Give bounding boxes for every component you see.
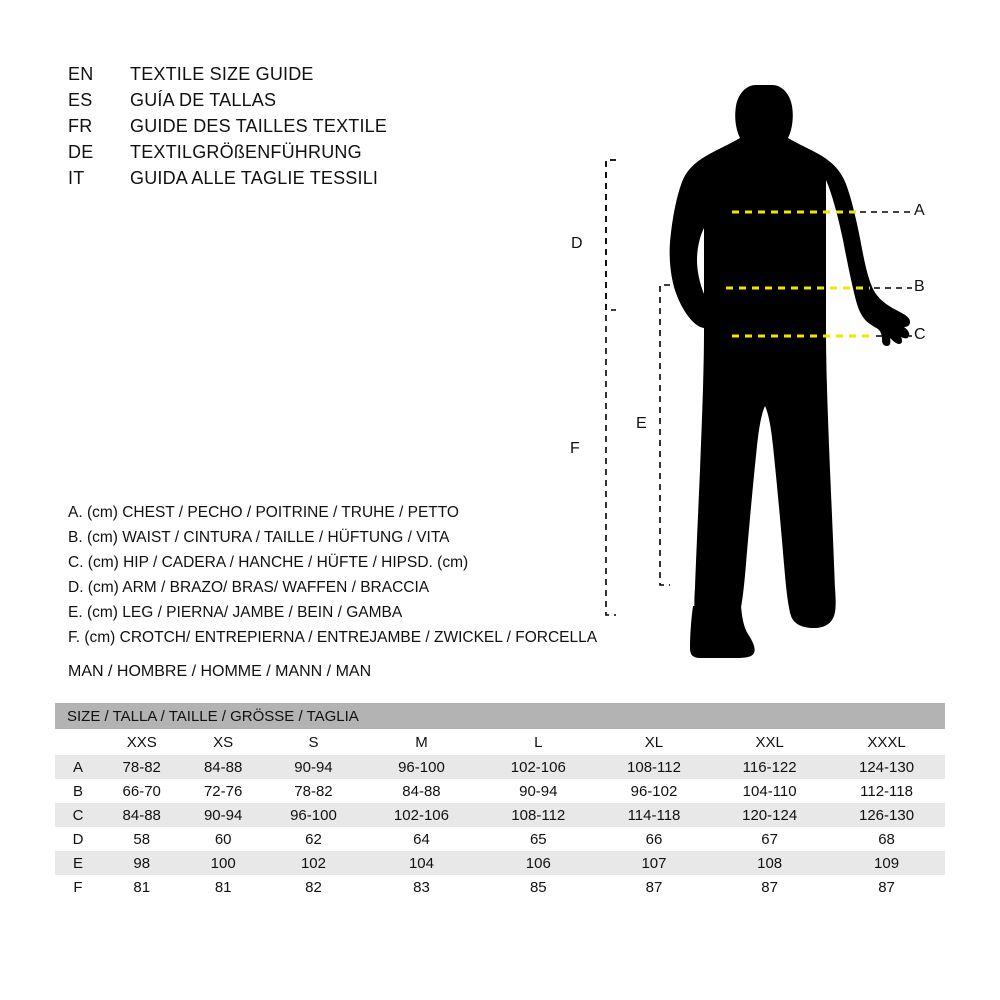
legend-item-e: E. (cm) LEG / PIERNA/ JAMBE / BEIN / GAMBA	[68, 604, 403, 621]
language-code: FR	[68, 116, 93, 136]
table-cell: 120-124	[711, 803, 828, 827]
row-label: D	[55, 827, 101, 851]
language-title: GUIDA ALLE TAGLIE TESSILI	[130, 168, 379, 188]
table-cell: 126-130	[828, 803, 945, 827]
table-cell: 82	[264, 875, 363, 899]
row-label: F	[55, 875, 101, 899]
marker-d: D	[571, 235, 583, 252]
legend-item-a: A. (cm) CHEST / PECHO / POITRINE / TRUHE / PETTO	[68, 504, 459, 521]
table-cell: 81	[101, 875, 182, 899]
table-title: SIZE / TALLA / TAILLE / GRÖSSE / TAGLIA	[55, 703, 945, 729]
table-cell: 64	[363, 827, 480, 851]
table-cell: 87	[711, 875, 828, 899]
table-cell: 84-88	[101, 803, 182, 827]
language-row	[68, 90, 528, 116]
table-cell: 108-112	[480, 803, 597, 827]
table-cell: 102	[264, 851, 363, 875]
table-cell: 87	[597, 875, 711, 899]
table-cell: 66	[597, 827, 711, 851]
table-cell: 84-88	[182, 755, 263, 779]
language-code: IT	[68, 168, 85, 188]
table-cell: 98	[101, 851, 182, 875]
table-cell: 68	[828, 827, 945, 851]
table-cell: 100	[182, 851, 263, 875]
table-cell: 67	[711, 827, 828, 851]
table-header-row	[55, 729, 945, 755]
table-cell: 108-112	[597, 755, 711, 779]
table-cell: 84-88	[363, 779, 480, 803]
row-label: C	[55, 803, 101, 827]
legend-item-b: B. (cm) WAIST / CINTURA / TAILLE / HÜFTUNG / VITA	[68, 529, 450, 546]
measurement-legend	[68, 500, 628, 650]
column-header-m: M	[363, 729, 480, 755]
column-header-xs: XS	[182, 729, 263, 755]
table-cell: 66-70	[101, 779, 182, 803]
table-cell: 72-76	[182, 779, 263, 803]
silhouette-svg	[560, 40, 980, 660]
table-row	[55, 779, 945, 803]
table-cell: 65	[480, 827, 597, 851]
table-cell: 85	[480, 875, 597, 899]
column-header-xxs: XXS	[101, 729, 182, 755]
table-cell: 102-106	[480, 755, 597, 779]
legend-item-c: C. (cm) HIP / CADERA / HANCHE / HÜFTE / HIPSD. (cm)	[68, 554, 469, 571]
arm-bracket	[606, 160, 616, 310]
table-cell: 81	[182, 875, 263, 899]
table-cell: 124-130	[828, 755, 945, 779]
table-row	[55, 803, 945, 827]
table-cell: 60	[182, 827, 263, 851]
table-cell: 83	[363, 875, 480, 899]
table-cell: 96-102	[597, 779, 711, 803]
marker-c: C	[914, 326, 926, 343]
table-cell: 90-94	[182, 803, 263, 827]
table-title-row	[55, 703, 945, 729]
legend-item-d: D. (cm) ARM / BRAZO/ BRAS/ WAFFEN / BRACCIA	[68, 579, 430, 596]
table-row	[55, 827, 945, 851]
row-label: E	[55, 851, 101, 875]
column-header-xxxl: XXXL	[828, 729, 945, 755]
man-silhouette	[670, 85, 910, 658]
table-cell: 102-106	[363, 803, 480, 827]
language-code: DE	[68, 142, 94, 162]
crotch-bracket	[606, 160, 616, 615]
column-header-s: S	[264, 729, 363, 755]
table-cell: 96-100	[363, 755, 480, 779]
marker-b: B	[914, 278, 925, 295]
table-cell: 90-94	[480, 779, 597, 803]
column-header-xl: XL	[597, 729, 711, 755]
gender-label: MAN / HOMBRE / HOMME / MANN / MAN	[68, 663, 372, 680]
language-row	[68, 168, 528, 194]
language-title: TEXTILGRÖßENFÜHRUNG	[130, 142, 362, 162]
column-header-xxl: XXL	[711, 729, 828, 755]
row-label: A	[55, 755, 101, 779]
language-title-block	[68, 64, 528, 194]
body-diagram	[560, 40, 980, 660]
table-cell: 112-118	[828, 779, 945, 803]
marker-a: A	[914, 202, 925, 219]
table-cell: 78-82	[264, 779, 363, 803]
table-cell: 90-94	[264, 755, 363, 779]
table-cell: 62	[264, 827, 363, 851]
row-label: B	[55, 779, 101, 803]
size-table	[55, 703, 945, 899]
table-row	[55, 875, 945, 899]
table-row	[55, 755, 945, 779]
language-row	[68, 64, 528, 90]
table-cell: 108	[711, 851, 828, 875]
corner-cell	[55, 729, 101, 755]
table-cell: 96-100	[264, 803, 363, 827]
language-row	[68, 142, 528, 168]
legend-item-f: F. (cm) CROTCH/ ENTREPIERNA / ENTREJAMBE / ZWICKEL / FORCELLA	[68, 629, 598, 646]
table-cell: 104	[363, 851, 480, 875]
marker-f: F	[570, 440, 580, 457]
table-cell: 78-82	[101, 755, 182, 779]
leg-bracket	[660, 285, 670, 585]
marker-e: E	[636, 415, 647, 432]
table-cell: 58	[101, 827, 182, 851]
language-row	[68, 116, 528, 142]
table-cell: 104-110	[711, 779, 828, 803]
language-title: TEXTILE SIZE GUIDE	[130, 64, 314, 84]
table-cell: 114-118	[597, 803, 711, 827]
table-cell: 116-122	[711, 755, 828, 779]
language-code: ES	[68, 90, 93, 110]
language-title: GUÍA DE TALLAS	[130, 90, 277, 110]
table-cell: 106	[480, 851, 597, 875]
language-title: GUIDE DES TAILLES TEXTILE	[130, 116, 388, 136]
table-row	[55, 851, 945, 875]
table-cell: 87	[828, 875, 945, 899]
table-cell: 107	[597, 851, 711, 875]
table-cell: 109	[828, 851, 945, 875]
language-code: EN	[68, 64, 94, 84]
column-header-l: L	[480, 729, 597, 755]
